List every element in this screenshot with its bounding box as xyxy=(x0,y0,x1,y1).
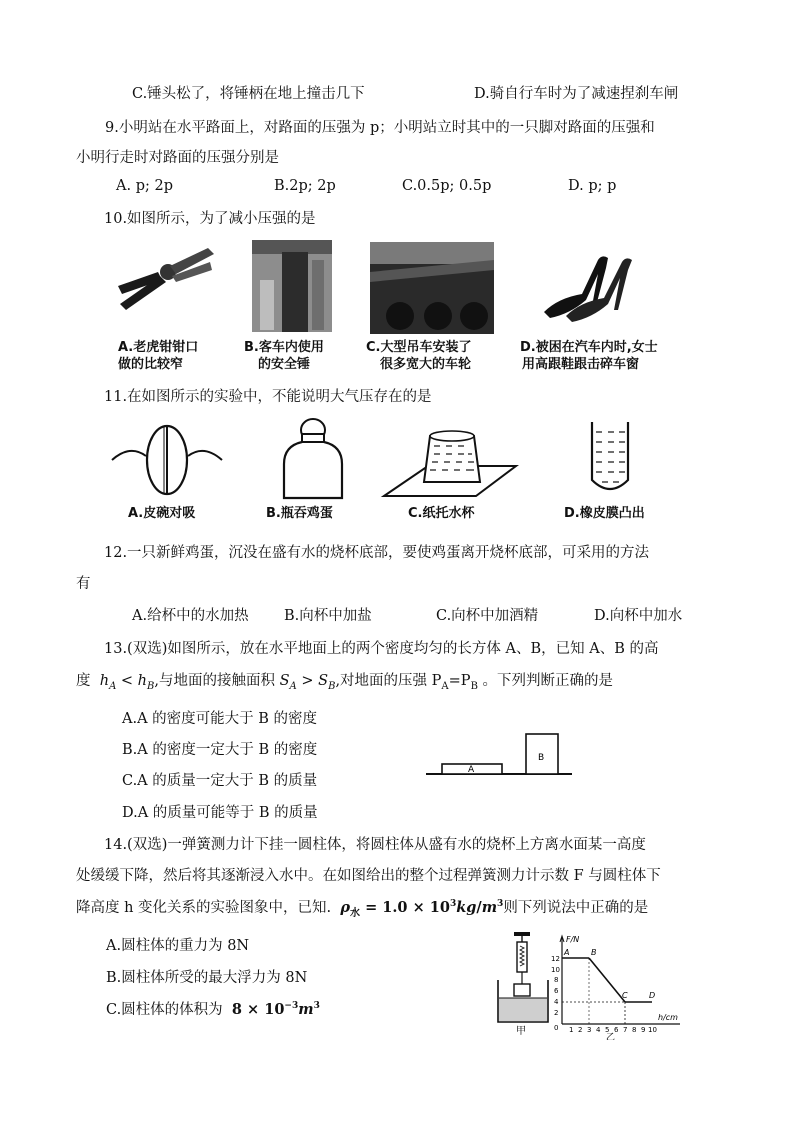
pressure-equal-formula: $P_A=P_B$ xyxy=(431,673,478,692)
force-height-graph xyxy=(548,930,688,1040)
q12-option-a: A.给杯中的水加热 xyxy=(132,608,249,624)
q8-option-d: D.骑自行车时为了减速捏刹车闸 xyxy=(474,86,679,102)
area-relation-formula: $S_A > S_B$ xyxy=(279,673,336,692)
x-tick-7: 7 xyxy=(623,1026,628,1034)
y-tick-4: 4 xyxy=(554,998,559,1006)
q13-stem-part-d: 。下列判断正确的是 xyxy=(482,673,614,689)
safety-hammer-photo xyxy=(252,240,332,332)
y-axis-label: F/N xyxy=(566,935,580,944)
q10-caption-a-line1: A.老虎钳钳口 xyxy=(118,340,199,355)
q14-option-c xyxy=(106,998,320,1019)
q13-stem-part-c: ,对地面的压强 xyxy=(335,673,428,689)
q10-caption-d-line2: 用高跟鞋跟击碎车窗 xyxy=(522,357,640,372)
y-tick-10: 10 xyxy=(551,966,560,974)
q12-option-b: B.向杯中加盐 xyxy=(284,608,372,624)
block-b-label: B xyxy=(538,753,545,763)
x-tick-9: 9 xyxy=(641,1026,646,1034)
suction-bowls-figure xyxy=(110,422,224,498)
q14-stem-line1: 14.(双选)一弹簧测力计下挂一圆柱体，将圆柱体从盛有水的烧杯上方离水面某一高度 xyxy=(104,837,646,853)
q13-stem-part-b: ,与地面的接触面积 xyxy=(154,673,275,689)
point-b-label: B xyxy=(591,948,597,957)
apparatus-jia-label: 甲 xyxy=(516,1026,526,1036)
x-tick-3: 3 xyxy=(587,1026,592,1034)
q13-stem-line1: 13.(双选)如图所示，放在水平地面上的两个密度均匀的长方体 A、B，已知 A、B 的高 xyxy=(104,641,659,657)
pliers-image xyxy=(112,242,226,314)
point-d-label: D xyxy=(649,991,656,1000)
q14-stem-part-a: 降高度 h 变化关系的实验图象中，已知. xyxy=(76,900,332,916)
paper-cup-figure xyxy=(380,420,520,502)
x-axis-label: h/cm xyxy=(658,1013,678,1022)
x-tick-6: 6 xyxy=(614,1026,619,1034)
q12-option-d: D.向杯中加水 xyxy=(594,608,683,624)
q14-option-c-text: C.圆柱体的体积为 xyxy=(106,1002,223,1018)
q14-option-b: B.圆柱体所受的最大浮力为 8N xyxy=(106,970,308,986)
x-tick-10: 10 xyxy=(648,1026,657,1034)
q9-option-c: C.0.5p; 0.5p xyxy=(402,178,492,194)
q9-option-b: B.2p; 2p xyxy=(274,178,336,194)
q12-option-c: C.向杯中加酒精 xyxy=(436,608,539,624)
y-tick-8: 8 xyxy=(554,976,559,984)
q13-option-d: D.A 的质量可能等于 B 的质量 xyxy=(122,805,318,821)
q14-stem-part-b: 则下列说法中正确的是 xyxy=(503,900,649,916)
x-tick-5: 5 xyxy=(605,1026,610,1034)
q11-caption-c: C.纸托水杯 xyxy=(408,506,475,521)
y-tick-2: 2 xyxy=(554,1009,559,1017)
q14-option-a: A.圆柱体的重力为 8N xyxy=(106,938,250,954)
q11-caption-a: A.皮碗对吸 xyxy=(128,506,196,521)
point-a-label: A xyxy=(564,948,570,957)
q10-caption-b-line1: B.客车内使用 xyxy=(244,340,324,355)
cylinder-volume-formula: $8 \times 10^{-3}m^3$ xyxy=(231,1001,320,1018)
rubber-membrane-figure xyxy=(588,418,632,498)
x-tick-8: 8 xyxy=(632,1026,637,1034)
q13-option-b: B.A 的密度一定大于 B 的密度 xyxy=(122,742,318,758)
water-density-formula: $\rho_水 = 1.0 \times 10^3kg/m^3$ xyxy=(340,899,504,919)
block-a-label: A xyxy=(468,765,475,775)
bottle-egg-figure xyxy=(280,416,346,500)
q13-option-c: C.A 的质量一定大于 B 的质量 xyxy=(122,773,318,789)
point-c-label: C xyxy=(622,991,628,1000)
q14-stem-line2: 处缓缓下降，然后将其逐渐浸入水中。在如图给出的整个过程弹簧测力计示数 F 与圆柱体下 xyxy=(76,868,661,884)
graph-yi-label: 乙 xyxy=(606,1033,616,1040)
q13-option-a: A.A 的密度可能大于 B 的密度 xyxy=(122,711,318,727)
q10-caption-c-line1: C.大型吊车安装了 xyxy=(366,340,472,355)
spring-scale-apparatus xyxy=(492,930,559,1036)
q9-stem-line2: 小明行走时对路面的压强分别是 xyxy=(76,150,279,166)
y-tick-0: 0 xyxy=(554,1024,559,1032)
q10-caption-b-line2: 的安全锤 xyxy=(258,357,311,372)
q10-stem: 10.如图所示，为了减小压强的是 xyxy=(104,211,316,227)
x-tick-1: 1 xyxy=(569,1026,574,1034)
q11-stem: 11.在如图所示的实验中，不能说明大气压存在的是 xyxy=(104,389,432,405)
y-tick-12: 12 xyxy=(551,955,560,963)
q13-stem-line2 xyxy=(76,669,613,692)
blocks-figure xyxy=(424,728,574,780)
height-relation-formula: $h_A < h_B$ xyxy=(99,673,155,692)
q12-stem-line1: 12.一只新鲜鸡蛋，沉没在盛有水的烧杯底部，要使鸡蛋离开烧杯底部，可采用的方法 xyxy=(104,545,650,561)
high-heels-image xyxy=(536,246,636,326)
q10-caption-c-line2: 很多宽大的车轮 xyxy=(380,357,472,372)
q11-caption-d: D.橡皮膜凸出 xyxy=(564,506,645,521)
x-tick-2: 2 xyxy=(578,1026,583,1034)
q9-option-a: A. p; 2p xyxy=(116,178,173,194)
q11-caption-b: B.瓶吞鸡蛋 xyxy=(266,506,333,521)
q10-caption-a-line2: 做的比较窄 xyxy=(118,357,184,372)
q13-stem-part-a: 度 xyxy=(76,673,91,689)
q9-option-d: D. p; p xyxy=(568,178,617,194)
q9-stem-line1: 9.小明站在水平路面上，对路面的压强为 p；小明站立时其中的一只脚对路面的压强和 xyxy=(105,120,655,136)
crane-photo xyxy=(370,242,494,334)
q12-stem-line2: 有 xyxy=(76,576,91,592)
q10-caption-d-line1: D.被困在汽车内时,女士 xyxy=(520,340,658,355)
x-tick-4: 4 xyxy=(596,1026,601,1034)
q8-option-c: C.锤头松了，将锤柄在地上撞击几下 xyxy=(132,86,365,102)
y-tick-6: 6 xyxy=(554,987,559,995)
q14-stem-line3 xyxy=(76,896,648,919)
